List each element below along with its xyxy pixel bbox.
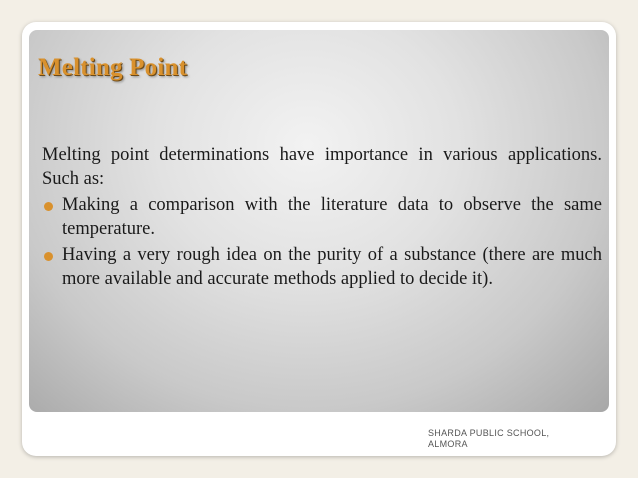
bullet-list [42,193,602,291]
bullet-text: Having a very rough idea on the purity of a substance (there are much more available and accurate methods applied to decide it). [62,245,602,289]
bullet-item [42,193,602,241]
bullet-dot-icon [44,252,53,261]
bullet-dot-icon [44,202,53,211]
slide-body [42,143,602,291]
slide-title: Melting Point [38,54,188,81]
intro-paragraph: Melting point determinations have importance in various applications. Such as: [42,145,602,189]
bullet-text: Making a comparison with the literature data to observe the same temperature. [62,195,602,239]
footer-school-name: SHARDA PUBLIC SCHOOL, ALMORA [428,428,550,449]
bullet-item [42,243,602,291]
